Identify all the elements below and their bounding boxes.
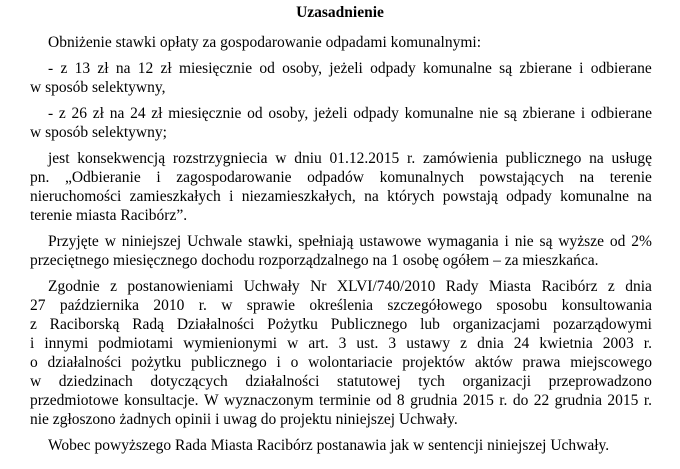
word: Rady [445, 278, 479, 295]
word: niezamieszkałych, [241, 188, 356, 205]
word: z [110, 278, 117, 295]
word: komunalne [423, 60, 492, 77]
word: przedmiotowe [30, 392, 119, 409]
word: zł [97, 60, 109, 77]
word: wymienionymi [183, 335, 278, 352]
word: prawa [522, 354, 561, 371]
word: szczegółowego [387, 297, 483, 314]
word: miesięcznie [168, 105, 242, 122]
word: do [512, 392, 529, 409]
word: organizacji [462, 373, 532, 390]
text-line [30, 353, 652, 373]
word: na [589, 150, 604, 167]
word: terenie [609, 169, 652, 186]
word: Racibórz [541, 278, 598, 295]
word: o [290, 354, 299, 371]
text-line [48, 149, 652, 169]
word: dniu [294, 150, 322, 167]
text-line [30, 391, 652, 411]
word: komunalne [560, 188, 629, 205]
word: w [104, 233, 116, 250]
word: są [539, 233, 553, 250]
word: powstających [479, 169, 564, 186]
word: dnia [477, 335, 504, 352]
word: i [276, 354, 281, 371]
word: jeżeli [313, 105, 348, 122]
text-line: nie zgłoszono żadnych opinii i uwag do projektu niniejszej Uchwały. [30, 411, 458, 428]
word: na [115, 60, 131, 77]
word: zagospodarowanie [176, 169, 292, 186]
word: pn. [30, 169, 50, 186]
word: Radą [132, 316, 165, 333]
word: Nr [310, 278, 327, 295]
word: przeprowadzono [548, 373, 652, 390]
word: zamieszkałych [129, 188, 221, 205]
word: niniejszej [121, 233, 182, 250]
word: 24 [513, 335, 530, 352]
word: „Odbieranie [64, 169, 141, 186]
word: o [30, 354, 38, 371]
word: Publicznego [330, 316, 408, 333]
word: 3 [338, 335, 347, 352]
word: 8 [396, 392, 405, 409]
word: 24 [130, 105, 146, 122]
text-line [30, 315, 652, 335]
word: Działalności [176, 316, 255, 333]
word: w [287, 335, 299, 352]
word: art. [308, 335, 329, 352]
word: i [229, 188, 234, 205]
word: odpady [506, 188, 552, 205]
word: 2015 [607, 392, 639, 409]
text-line [30, 296, 652, 316]
text-line [30, 168, 652, 188]
word: wyższe [558, 233, 604, 250]
word: na [364, 188, 379, 205]
word: r. [499, 392, 508, 409]
word: Pożytku [267, 316, 318, 333]
word: na [579, 169, 595, 186]
word: innymi [44, 335, 89, 352]
word: 2003 [602, 335, 634, 352]
word: jeżeli [329, 60, 363, 77]
word: z [58, 105, 66, 122]
word: w [275, 150, 287, 167]
word: 27 [30, 297, 46, 314]
word: publicznego [191, 354, 267, 371]
word: Uchwale [187, 233, 243, 250]
word: r. [407, 150, 416, 167]
word: zł [151, 105, 163, 122]
word: publicznego [505, 150, 582, 167]
text-line [30, 334, 652, 354]
word: są [503, 105, 517, 122]
word: na [637, 188, 652, 205]
word: komunalnych [379, 169, 464, 186]
text-line: Obniżenie stawki opłaty za gospodarowanie odpadami komunalnymi: [48, 34, 482, 51]
word: i [30, 335, 35, 352]
word: 2% [631, 233, 652, 250]
word: grudnia [554, 392, 602, 409]
text-line [48, 59, 652, 79]
word: od [259, 60, 275, 77]
word: sprawie [246, 297, 295, 314]
word: dnia [625, 278, 652, 295]
word: grudnia [410, 392, 458, 409]
word: lub [420, 316, 440, 333]
word: jest [48, 150, 70, 167]
word: postanowieniami [127, 278, 234, 295]
word: 2015 [462, 392, 494, 409]
text-line [48, 104, 652, 124]
word: W [203, 392, 219, 409]
word: z [607, 278, 615, 295]
word: miesięcznie [178, 60, 253, 77]
text-line [30, 372, 652, 392]
text-line: przeciętnego miesięcznego dochodu rozporządzalnego na 1 osobę ogółem – za mieszkańca. [30, 252, 599, 269]
word: osoby, [282, 60, 323, 77]
word: w [30, 373, 42, 390]
word: ustawowe [359, 233, 422, 250]
word: tych [418, 373, 445, 390]
word: 12 [137, 60, 154, 77]
word: - [48, 60, 54, 77]
word: spełniają [298, 233, 354, 250]
text-line: terenie miasta Racibórz”. [30, 207, 188, 224]
word: zamówienia [422, 150, 498, 167]
word: których [387, 188, 435, 205]
word: komunalne [404, 105, 474, 122]
text-line [48, 232, 652, 252]
word: działalności [245, 373, 320, 390]
word: są [499, 60, 513, 77]
word: zł [92, 105, 104, 122]
word: nie [479, 105, 499, 122]
word: aktów [474, 354, 513, 371]
word: odbierane [590, 105, 652, 122]
word: odpadów [307, 169, 364, 186]
word: sposobu [496, 297, 548, 314]
word: dziedzinach [58, 373, 133, 390]
word: zbierane [522, 105, 576, 122]
word: projektów [402, 354, 466, 371]
word: z [30, 316, 37, 333]
word: 01.12.2015 [329, 150, 400, 167]
text-line [30, 187, 652, 207]
word: wolontariacie [308, 354, 393, 371]
word: w [221, 297, 233, 314]
word: i [580, 105, 586, 122]
text-line: Wobec powyższego Rada Miasta Racibórz postanawia jak w sentencji niniejszej Uchwały. [48, 437, 610, 454]
word: Miasta [488, 278, 532, 295]
word: pożytku [131, 354, 182, 371]
word: usługę [611, 150, 652, 167]
word: powstają [442, 188, 498, 205]
word: zbierane [519, 60, 572, 77]
word: nie [514, 233, 534, 250]
word: wyznaczonym [224, 392, 314, 409]
word: zł [160, 60, 172, 77]
word: podmiotami [98, 335, 174, 352]
word: 22 [533, 392, 550, 409]
word: z [60, 60, 68, 77]
word: r. [643, 392, 652, 409]
word: pozarządowymi [552, 316, 652, 333]
word: określenia [309, 297, 374, 314]
word: 3 [388, 335, 397, 352]
word: działalności [47, 354, 122, 371]
word: dotyczących [150, 373, 228, 390]
word: ustawy [406, 335, 451, 352]
word: r. [643, 335, 652, 352]
word: rozstrzygniecia [172, 150, 268, 167]
word: stawki, [248, 233, 293, 250]
word: konsekwencją [77, 150, 166, 167]
word: i [156, 169, 161, 186]
word: konsultowania [561, 297, 652, 314]
word: wymagania [427, 233, 499, 250]
word: odpady [370, 60, 416, 77]
word: osoby, [268, 105, 309, 122]
word: 2010 [153, 297, 185, 314]
word: i [504, 233, 509, 250]
text-line [48, 277, 652, 297]
text-line: w sposób selektywny, [30, 79, 166, 96]
word: konsultacje. [124, 392, 199, 409]
word: Raciborską [49, 316, 120, 333]
word: organizacjami [452, 316, 541, 333]
word: nieruchomości [30, 188, 122, 205]
word: października [59, 297, 140, 314]
word: Przyjęte [48, 233, 99, 250]
word: kwietnia [539, 335, 593, 352]
word: statutowej [336, 373, 401, 390]
word: 26 [71, 105, 88, 122]
word: miejscowego [570, 354, 652, 371]
word: - [48, 105, 54, 122]
word: terminie [318, 392, 371, 409]
word: z [460, 335, 468, 352]
word: XLVI/740/2010 [336, 278, 436, 295]
document-title: Uzasadnienie [296, 4, 384, 21]
word: Zgodnie [48, 278, 100, 295]
word: ust. [356, 335, 379, 352]
word: od [247, 105, 263, 122]
word: od [609, 233, 626, 250]
word: i [579, 60, 584, 77]
text-line: w sposób selektywny; [30, 124, 167, 141]
word: 13 [74, 60, 91, 77]
word: na [109, 105, 125, 122]
word: odbierane [590, 60, 652, 77]
word: Uchwały [243, 278, 300, 295]
word: od [376, 392, 392, 409]
word: odpady [353, 105, 399, 122]
word: r. [198, 297, 207, 314]
